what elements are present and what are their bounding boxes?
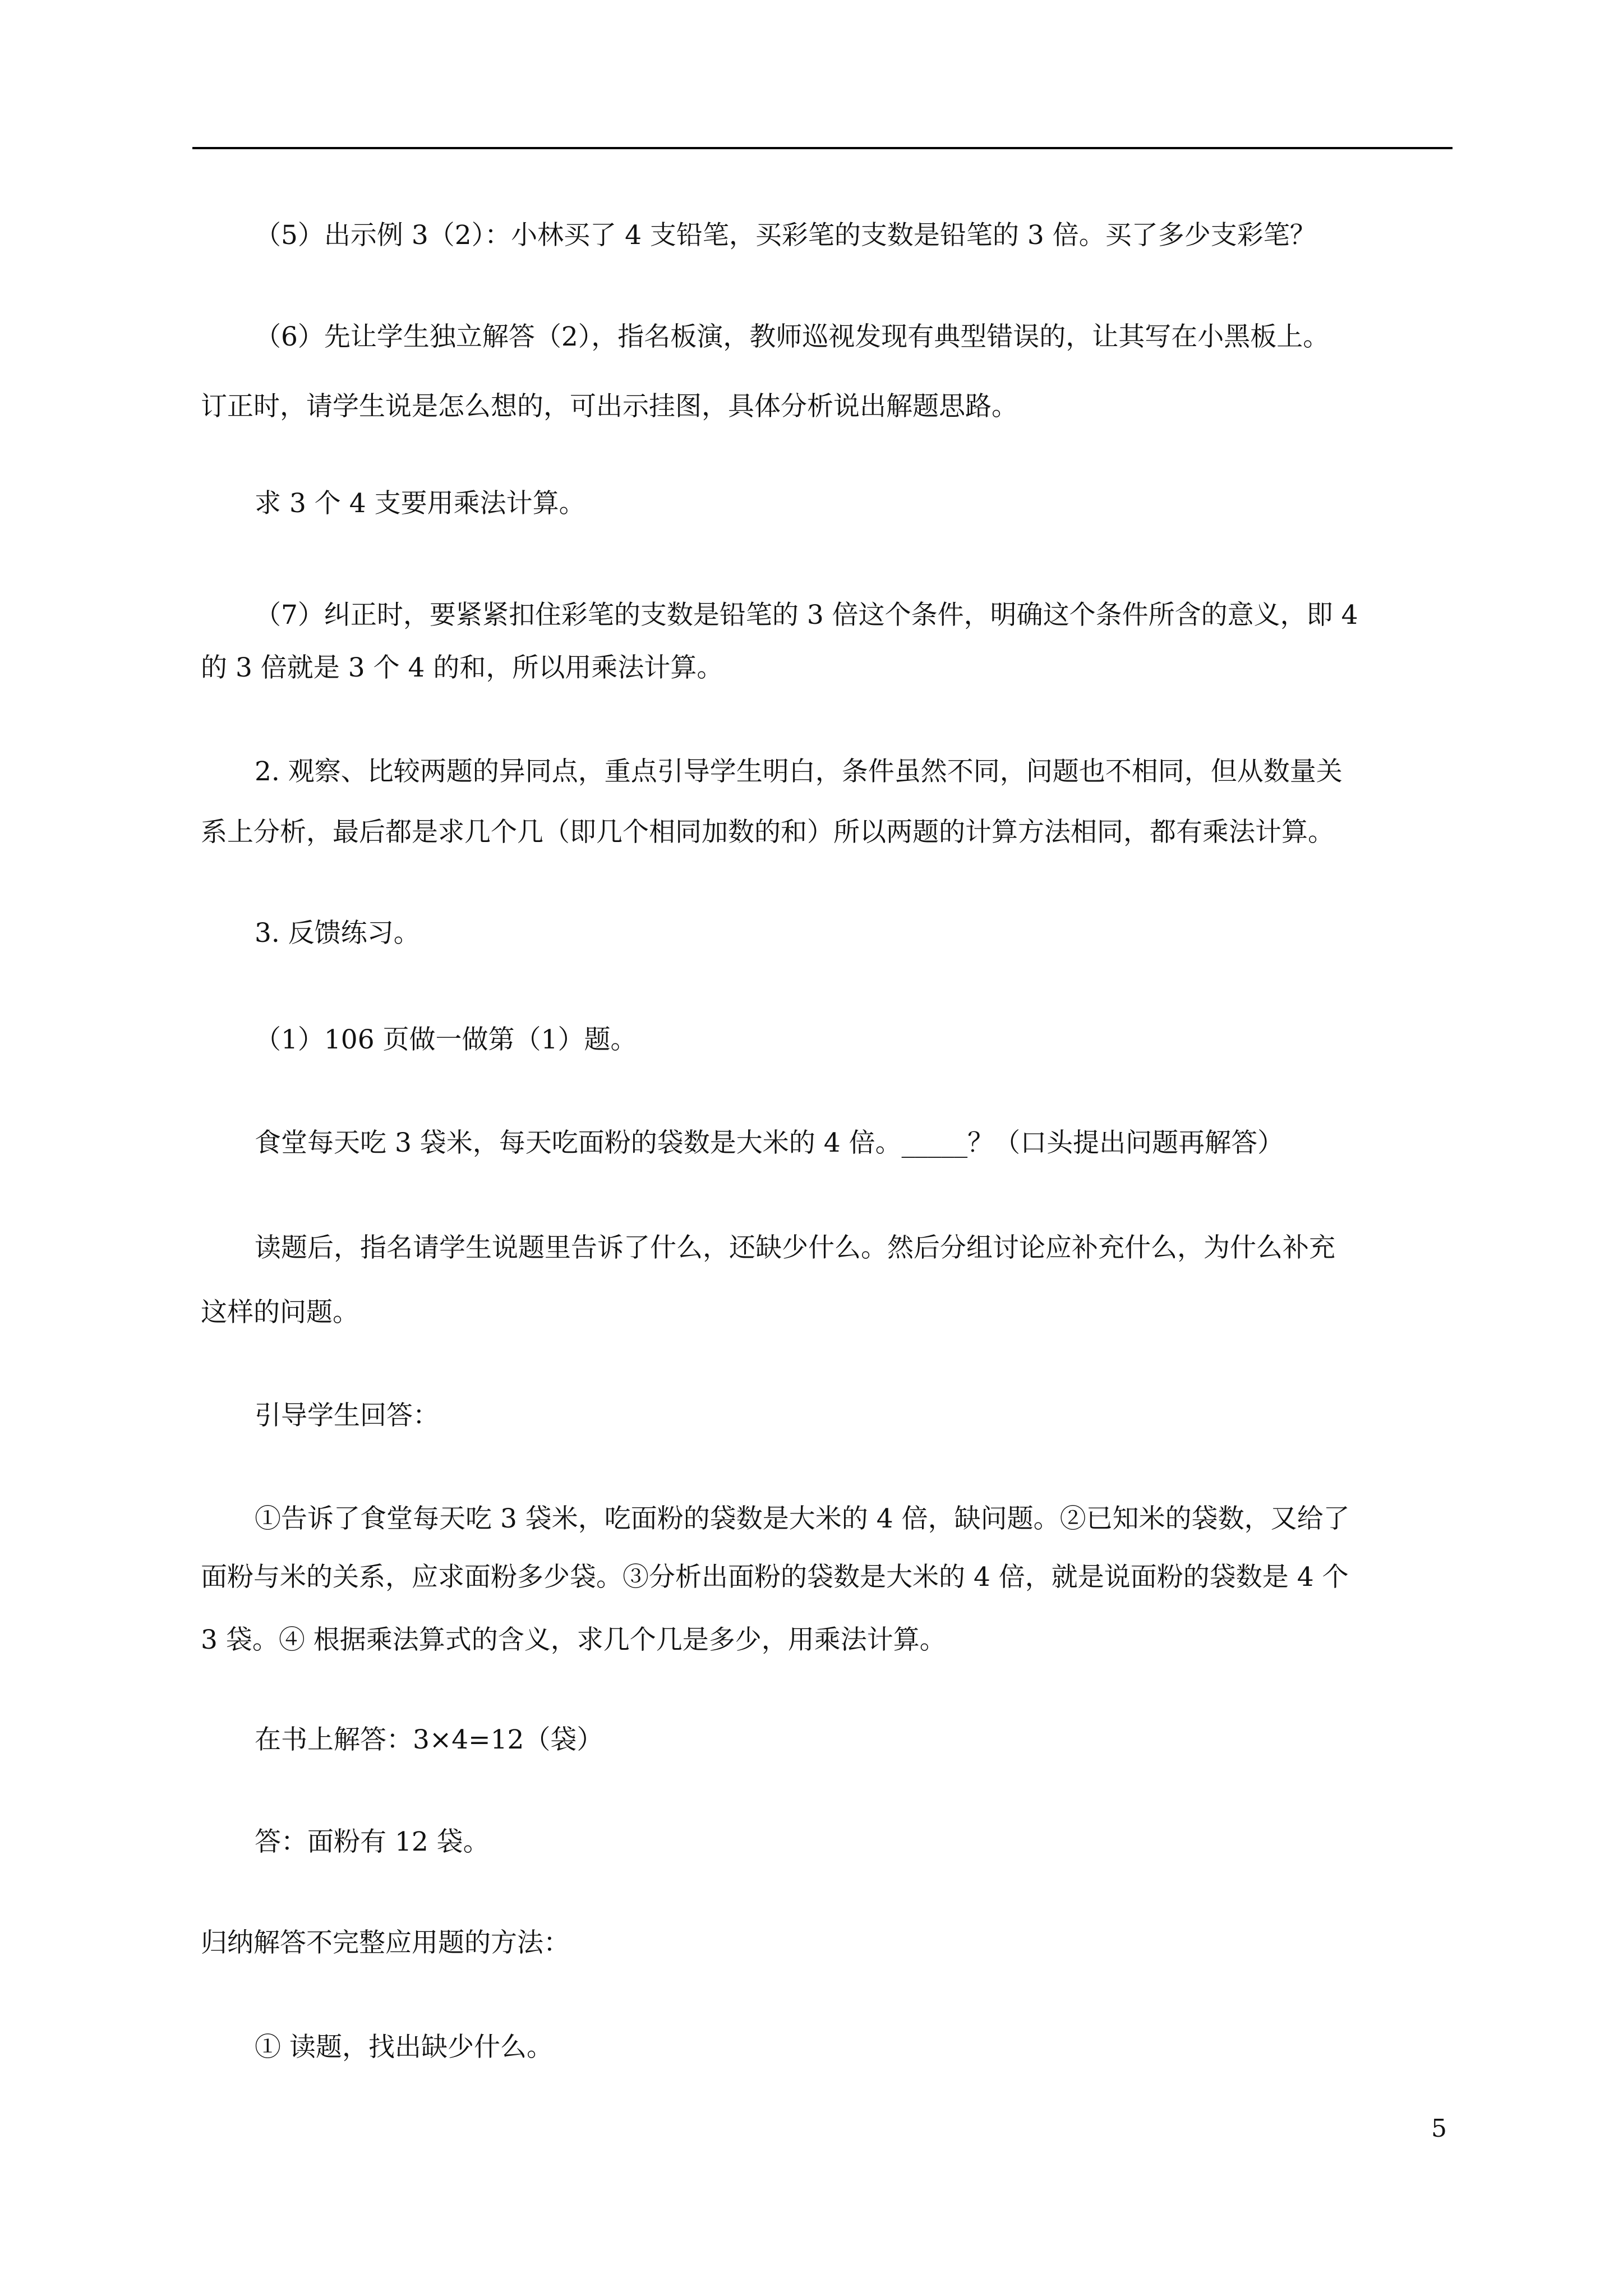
section-2-line-1: 2. 观察、比较两题的异同点，重点引导学生明白，条件虽然不同，问题也不相同，但从数量关 bbox=[255, 756, 1343, 787]
guide-answer-line-2: 面粉与米的关系，应求面粉多少袋。③分析出面粉的袋数是大米的 4 倍，就是说面粉的袋数是 4 个 bbox=[201, 1562, 1349, 1593]
reading-guidance-line-2: 这样的问题。 bbox=[201, 1297, 359, 1328]
guide-answer-line-3: 3 袋。④ 根据乘法算式的含义，求几个几是多少，用乘法计算。 bbox=[201, 1625, 946, 1655]
page-number: 5 bbox=[1431, 2114, 1447, 2143]
example-3-2-prompt: （5）出示例 3（2）：小林买了 4 支铅笔，买彩笔的支数是铅笔的 3 倍。买了多少支彩笔？ bbox=[255, 220, 1316, 251]
exercise-1-heading: （1）106 页做一做第（1）题。 bbox=[255, 1024, 637, 1055]
step-6-line-2: 订正时，请学生说是怎么想的，可出示挂图，具体分析说出解题思路。 bbox=[201, 391, 1018, 422]
final-answer: 答：面粉有 12 袋。 bbox=[255, 1826, 490, 1857]
reading-guidance-line-1: 读题后，指名请学生说题里告诉了什么，还缺少什么。然后分组讨论应补充什么，为什么补充 bbox=[255, 1232, 1335, 1263]
step-6-line-1: （6）先让学生独立解答（2），指名板演，教师巡视发现有典型错误的，让其写在小黑板上。 bbox=[255, 321, 1330, 352]
method-step-1: ① 读题，找出缺少什么。 bbox=[255, 2032, 553, 2063]
book-solution: 在书上解答：3×4=12（袋） bbox=[255, 1724, 603, 1755]
multiplication-note: 求 3 个 4 支要用乘法计算。 bbox=[255, 488, 585, 519]
step-7-line-1: （7）纠正时，要紧紧扣住彩笔的支数是铅笔的 3 倍这个条件，明确这个条件所含的意义，即 4 bbox=[255, 600, 1358, 631]
exercise-1-problem: 食堂每天吃 3 袋米，每天吃面粉的袋数是大米的 4 倍。_____？（口头提出问题再解答） bbox=[255, 1128, 1284, 1158]
guide-answer-line-1: ①告诉了食堂每天吃 3 袋米，吃面粉的袋数是大米的 4 倍，缺问题。②已知米的袋数，又给了 bbox=[255, 1503, 1350, 1534]
guide-answer-heading: 引导学生回答： bbox=[255, 1400, 439, 1431]
section-3-heading: 3. 反馈练习。 bbox=[255, 918, 420, 949]
header-rule bbox=[192, 147, 1453, 149]
step-7-line-2: 的 3 倍就是 3 个 4 的和，所以用乘法计算。 bbox=[201, 652, 723, 683]
section-2-line-2: 系上分析，最后都是求几个几（即几个相同加数的和）所以两题的计算方法相同，都有乘法计算。 bbox=[201, 817, 1334, 848]
method-summary-heading: 归纳解答不完整应用题的方法： bbox=[201, 1927, 570, 1958]
